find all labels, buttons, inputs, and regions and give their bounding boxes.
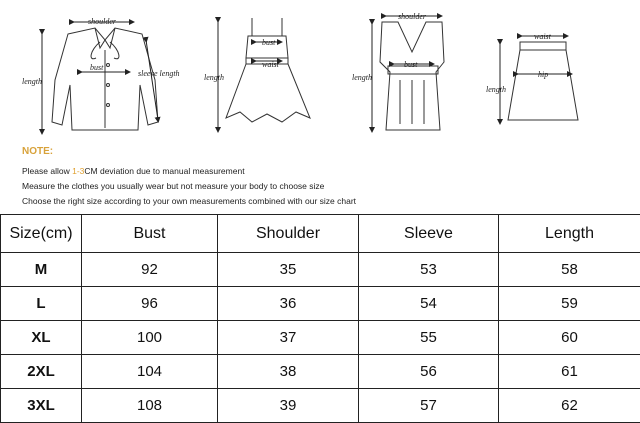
size-cell: 3XL (1, 389, 82, 423)
header-size: Size(cm) (1, 215, 82, 253)
skirt-length-label: length (486, 85, 506, 94)
garment-diagrams (0, 0, 640, 145)
bust-cell: 104 (82, 355, 218, 389)
length-cell: 58 (499, 253, 640, 287)
tank-bust-label: bust (404, 60, 418, 69)
tank-length-label: length (352, 73, 372, 82)
measurement-illustration-panel (0, 0, 640, 210)
length-cell: 60 (499, 321, 640, 355)
note-line-choose: Choose the right size according to your own measurements combined with our size chart (22, 196, 357, 206)
sleeve-cell: 56 (359, 355, 499, 389)
sleeve-cell: 55 (359, 321, 499, 355)
table-row (1, 321, 640, 355)
sleeve-cell: 53 (359, 253, 499, 287)
bust-cell: 96 (82, 287, 218, 321)
note-line-deviation-prefix: Please allow (22, 166, 73, 176)
shoulder-cell: 36 (218, 287, 359, 321)
table-row (1, 389, 640, 423)
length-cell: 61 (499, 355, 640, 389)
skirt-hip-label: hip (538, 70, 549, 79)
dress-waist-label: waist (262, 60, 279, 69)
length-cell: 62 (499, 389, 640, 423)
length-cell: 59 (499, 287, 640, 321)
dress-bust-label: bust (262, 38, 276, 47)
table-row (1, 287, 640, 321)
sleeve-cell: 57 (359, 389, 499, 423)
table-header-row (1, 215, 640, 253)
shoulder-cell: 39 (218, 389, 359, 423)
note-line-deviation (22, 166, 245, 176)
bust-cell: 108 (82, 389, 218, 423)
tank-shoulder-label: shoulder (398, 12, 426, 21)
dress-diagram (218, 18, 310, 130)
bust-cell: 100 (82, 321, 218, 355)
size-cell: 2XL (1, 355, 82, 389)
header-shoulder: Shoulder (218, 215, 359, 253)
size-cell: M (1, 253, 82, 287)
note-line-measure: Measure the clothes you usually wear but not measure your body to choose size (22, 181, 325, 191)
bust-cell: 92 (82, 253, 218, 287)
shirt-sleeve-label: sleeve length (138, 69, 180, 78)
size-cell: XL (1, 321, 82, 355)
dress-length-label: length (204, 73, 224, 82)
note-line-deviation-suffix: CM deviation due to manual measurement (84, 166, 245, 176)
header-sleeve: Sleeve (359, 215, 499, 253)
note-title: NOTE: (22, 146, 54, 157)
size-cell: L (1, 287, 82, 321)
shirt-shoulder-label: shoulder (88, 17, 116, 26)
sleeve-cell: 54 (359, 287, 499, 321)
shoulder-cell: 38 (218, 355, 359, 389)
tank-diagram (372, 16, 444, 130)
header-length: Length (499, 215, 640, 253)
shirt-bust-label: bust (90, 63, 104, 72)
table-row (1, 355, 640, 389)
table-row (1, 253, 640, 287)
header-bust: Bust (82, 215, 218, 253)
skirt-waist-label: waist (534, 32, 551, 41)
skirt-diagram (500, 36, 578, 122)
shoulder-cell: 37 (218, 321, 359, 355)
shirt-length-label: length (22, 77, 42, 86)
note-line-deviation-highlight: 1-3 (72, 166, 85, 176)
shoulder-cell: 35 (218, 253, 359, 287)
size-chart-table (0, 214, 640, 423)
